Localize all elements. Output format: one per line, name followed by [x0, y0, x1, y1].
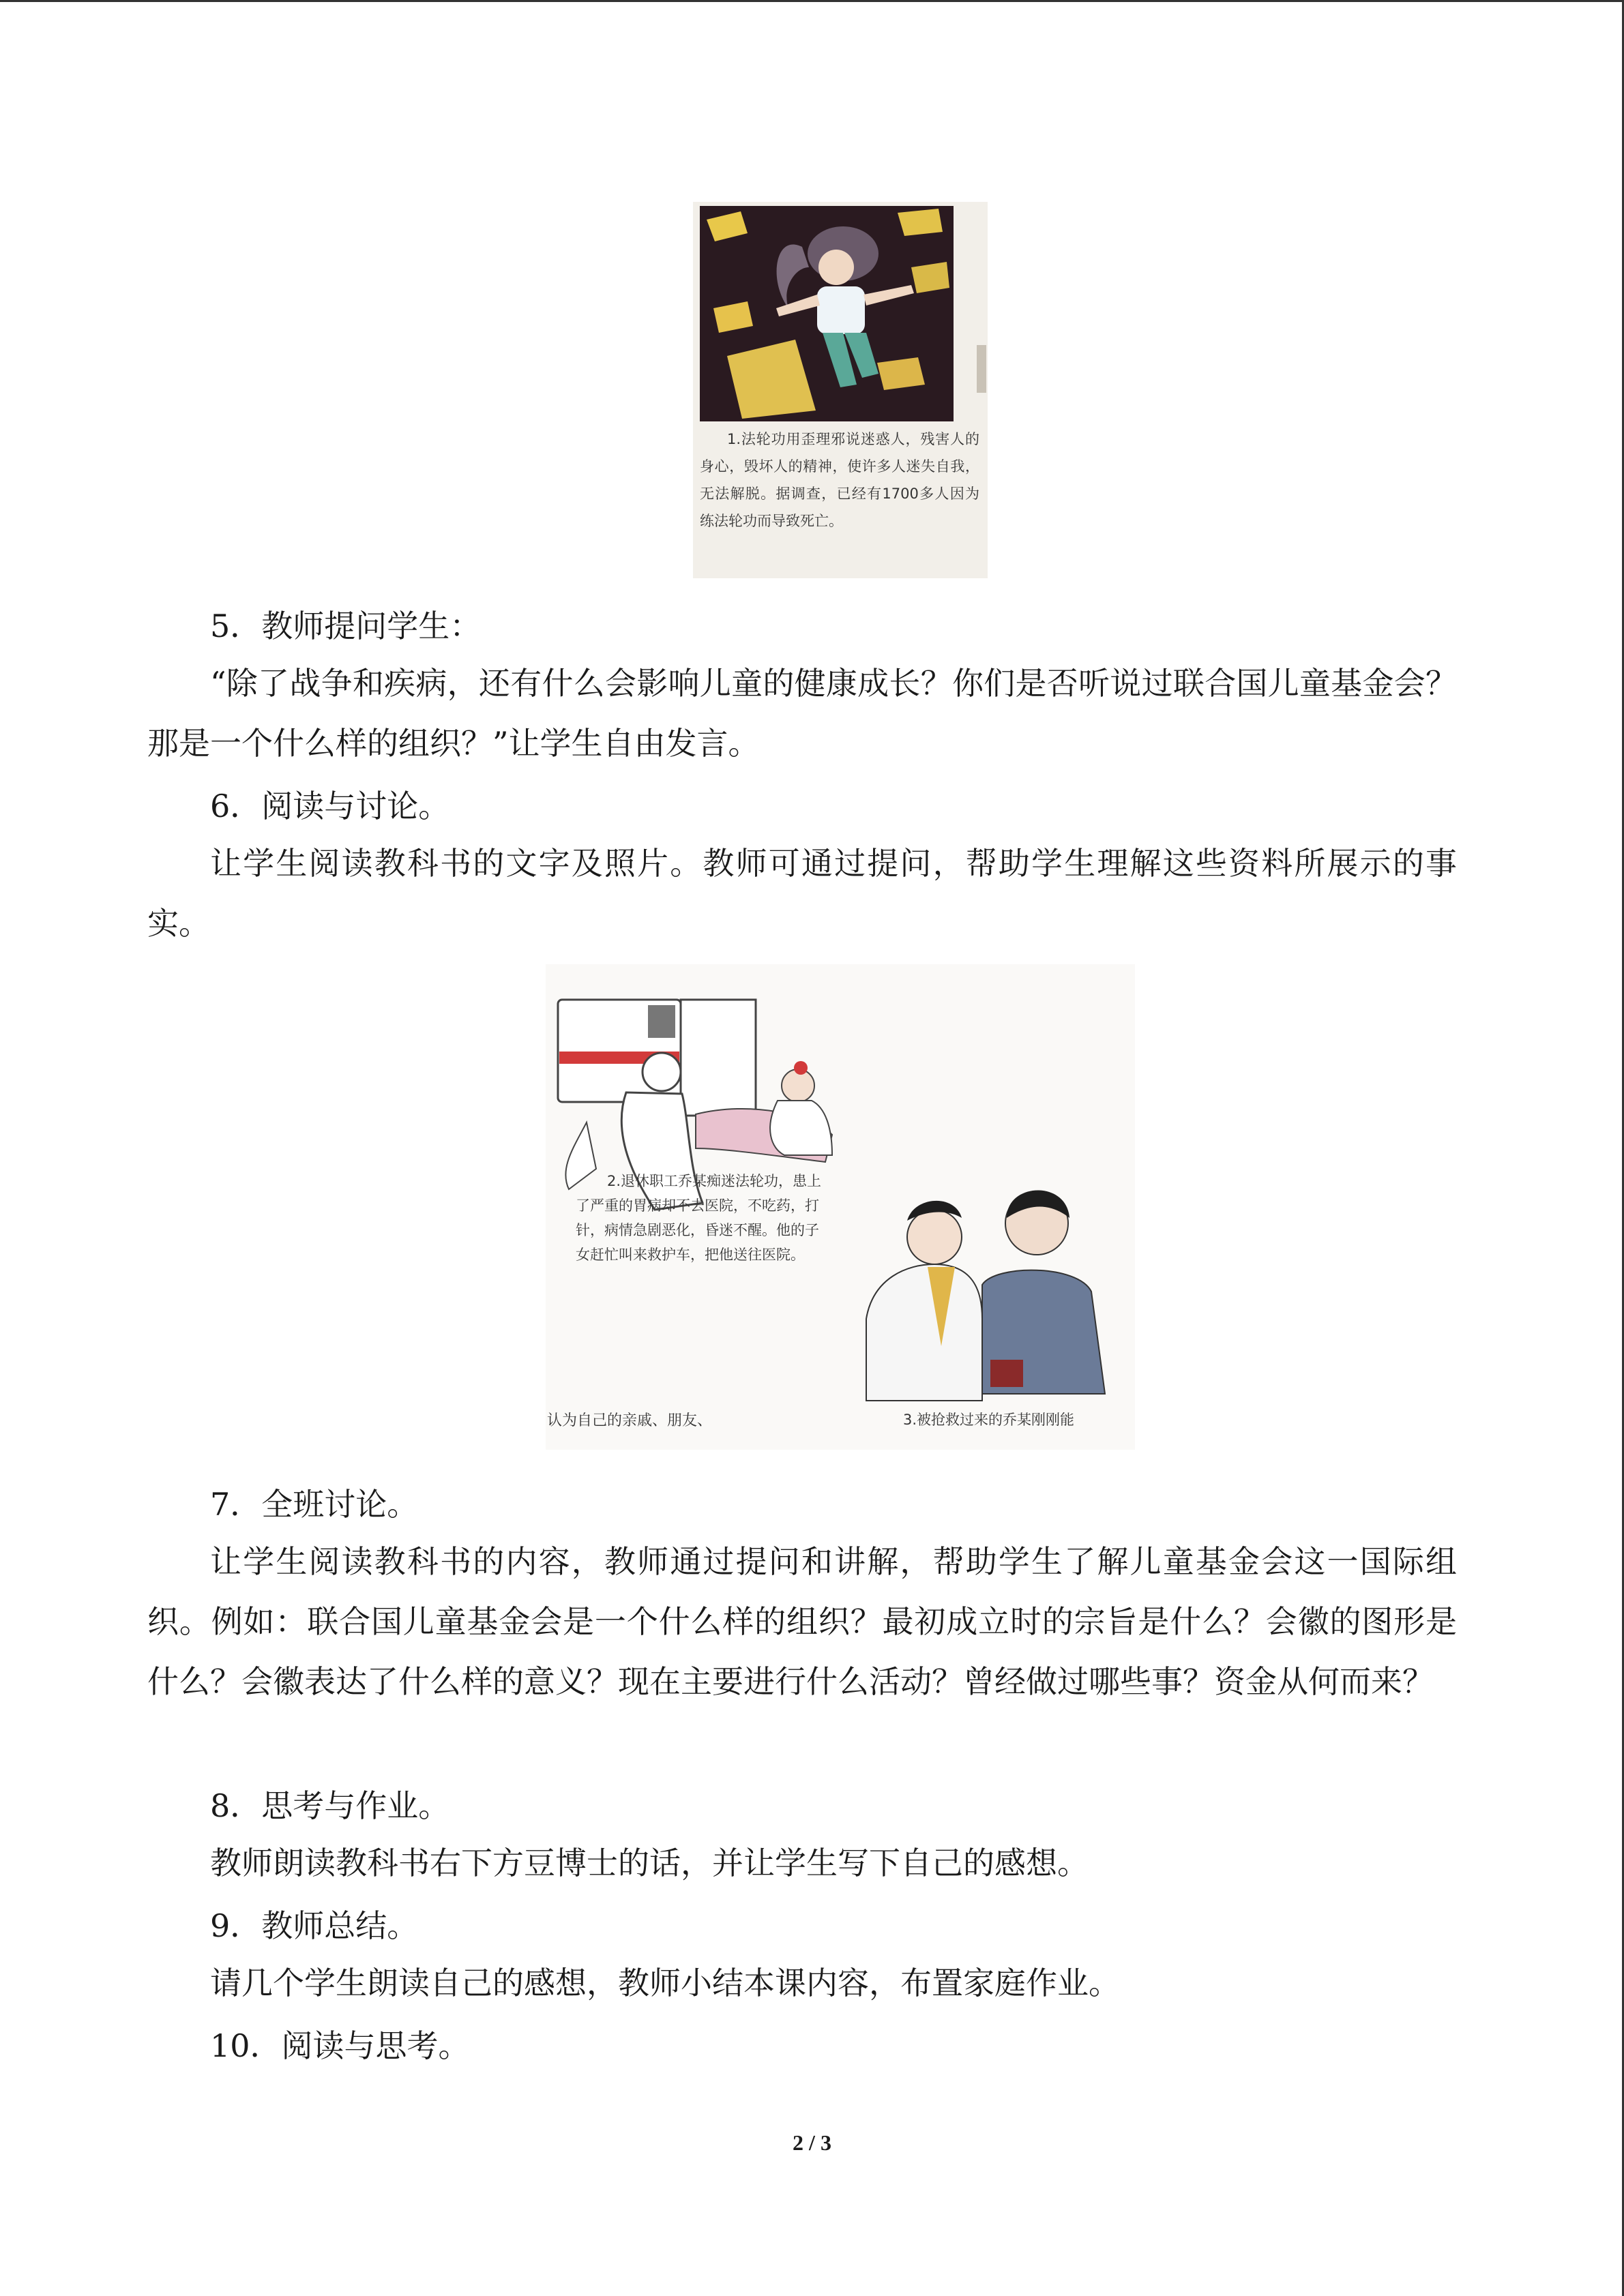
figure-2-caption-3: 3.被抢救过来的乔某刚刚能 [903, 1412, 1075, 1428]
item-9-paragraph: 请几个学生朗读自己的感想，教师小结本课内容，布置家庭作业。 [210, 1965, 1120, 2001]
figure-1-page-edge [977, 345, 986, 393]
item-5-paragraph: “除了战争和疾病，还有什么会影响儿童的健康成长？你们是否听说过联合国儿童基金会？那是一个什么样的组织？”让学生自由发言。 [147, 665, 1457, 762]
illustration-figure-1-art [700, 206, 954, 421]
page-top-border [0, 0, 1624, 2]
item-8-heading: 8．思考与作业。 [210, 1787, 450, 1824]
flying-person-illustration [700, 206, 954, 421]
item-6-heading: 6．阅读与讨论。 [210, 788, 450, 824]
item-5-heading: 5．教师提问学生： [210, 608, 482, 644]
illustration-figure-1 [693, 202, 988, 578]
figure-2-caption-2: 2.退休职工乔某痴迷法轮功，患上了严重的胃病却不去医院，不吃药，打针，病情急剧恶化，昏迷不醒。他的子女赶忙叫来救护车，把他送往医院。 [576, 1173, 822, 1263]
item-10-heading: 10．阅读与思考。 [210, 2027, 470, 2064]
figure-1-caption: 1.法轮功用歪理邪说迷惑人，残害人的身心，毁坏人的精神，使许多人迷失自我，无法解脱。据调查，已经有1700多人因为练法轮功而导致死亡。 [700, 431, 979, 529]
illustration-figure-2 [546, 964, 1135, 1450]
item-6-paragraph: 让学生阅读教科书的文字及照片。教师可通过提问，帮助学生理解这些资料所展示的事实。 [147, 845, 1457, 942]
figure-2-caption-bottom-left: 认为自己的亲戚、朋友、 [547, 1412, 713, 1429]
item-9-heading: 9．教师总结。 [210, 1907, 419, 1944]
item-8-paragraph: 教师朗读教科书右下方豆博士的话，并让学生写下自己的感想。 [210, 1845, 1089, 1881]
item-7-paragraph: 让学生阅读教科书的内容，教师通过提问和讲解，帮助学生了解儿童基金会这一国际组织。例如：联合国儿童基金会是一个什么样的组织？最初成立时的宗旨是什么？会徽的图形是什么？会徽表达了什么样的意义？现在主要进行什么活动？曾经做过哪些事？资金从何而来？ [147, 1543, 1457, 1700]
item-7-heading: 7．全班讨论。 [210, 1486, 419, 1523]
page-number: 2 / 3 [793, 2130, 831, 2155]
